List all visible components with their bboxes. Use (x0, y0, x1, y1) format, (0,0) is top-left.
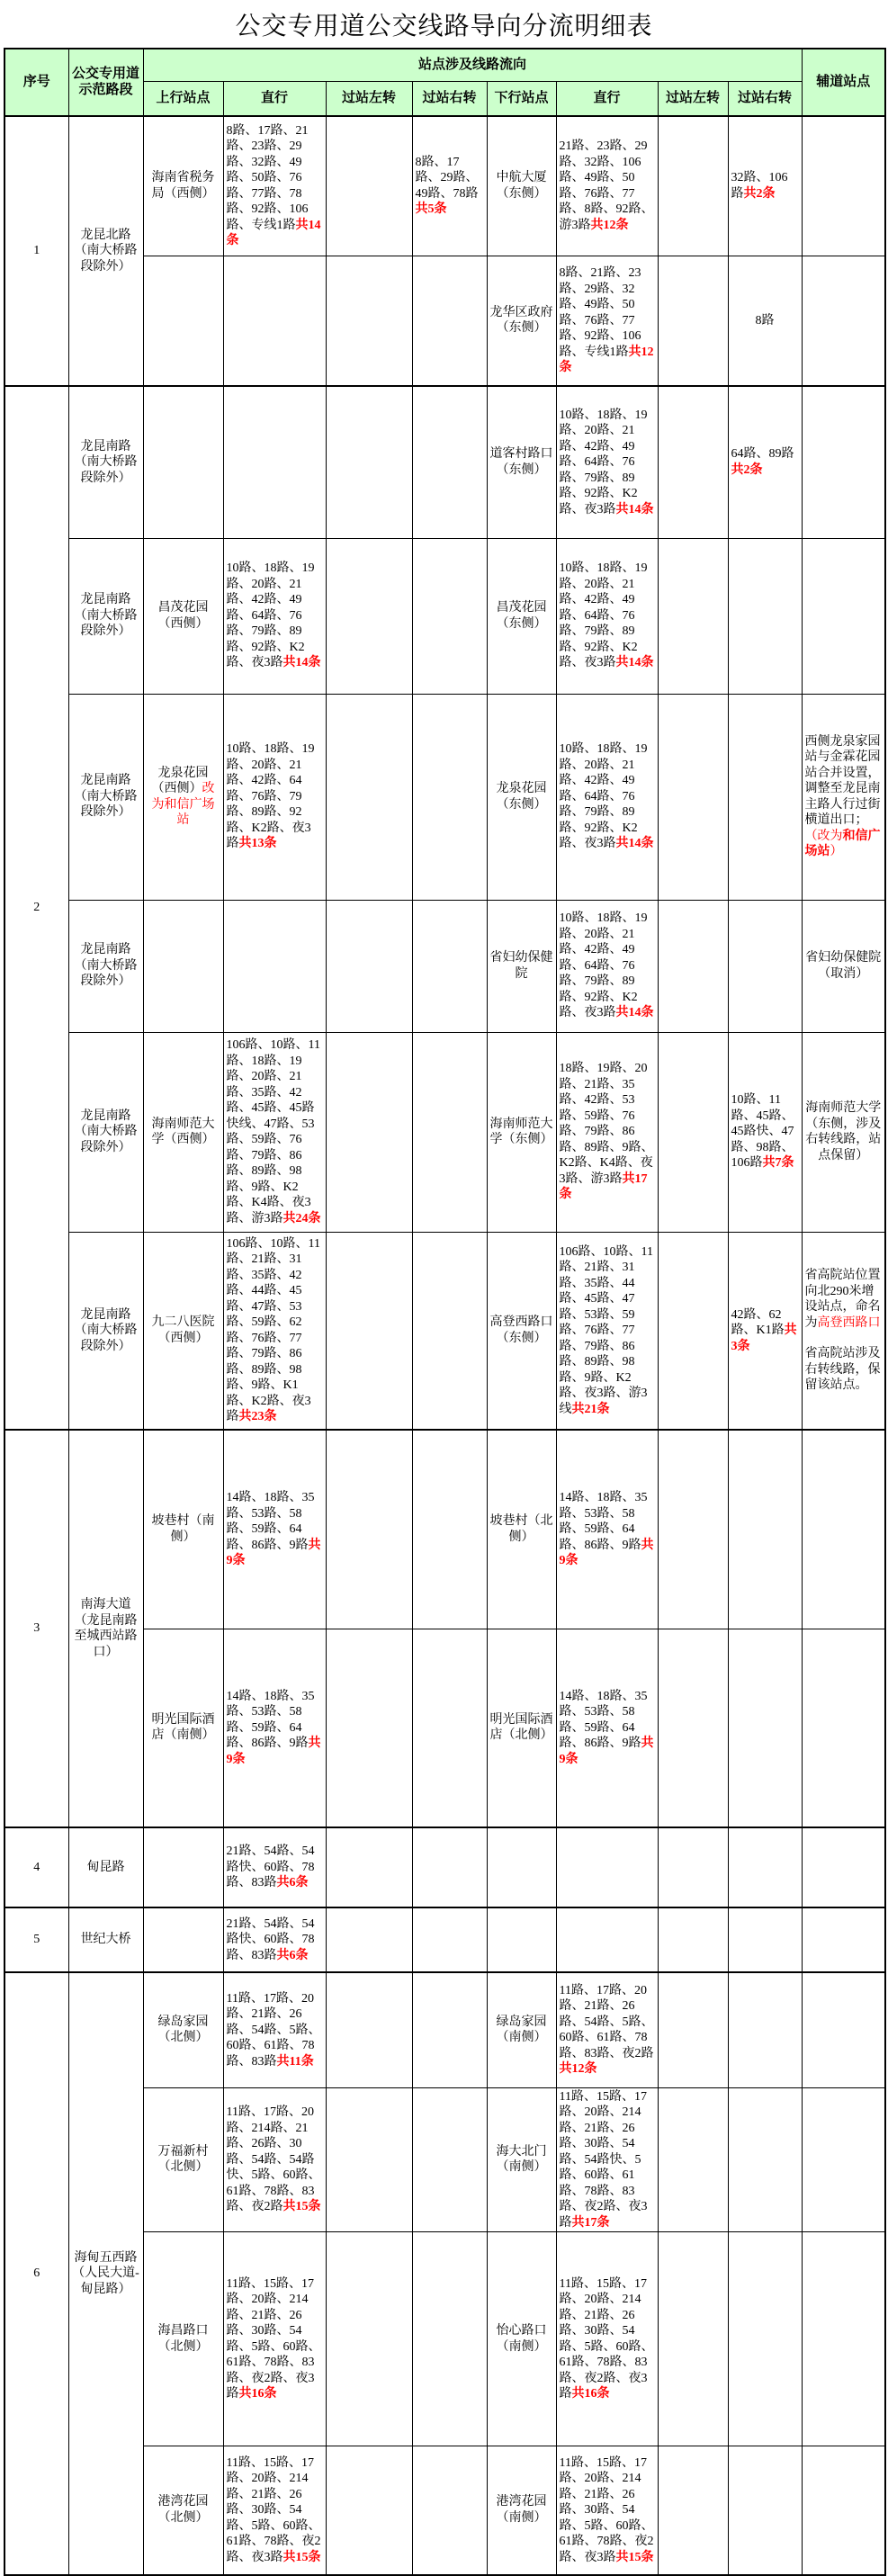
cell-right-turn-down (728, 1430, 802, 1629)
cell-up-station: 明光国际酒店（南侧） (143, 1629, 223, 1827)
cell-left-turn-down (658, 2087, 728, 2232)
col-header-flow: 站点涉及线路流向 (143, 49, 802, 81)
cell-left-turn-up (326, 1032, 412, 1232)
cell-up-station (143, 256, 223, 386)
cell-right-turn-down (728, 2087, 802, 2232)
cell-down-station: 怡心路口（南侧） (487, 2232, 556, 2446)
table-row (4, 1232, 885, 1430)
cell-straight-up: 11路、17路、20路、214路、21路、26路、30路、54路、54路快、5路、60路、61路、78路、83路、夜2路共15条 (223, 2087, 326, 2232)
cell-straight-up: 14路、18路、35路、53路、58路、59路、64路、86路、9路共9条 (223, 1430, 326, 1629)
cell-aux-station (802, 1907, 885, 1972)
cell-right-turn-down (728, 1629, 802, 1827)
cell-straight-up: 106路、10路、11路、18路、19路、20路、21路、35路、42路、45路、45路快线、47路、53路、59路、76路、79路、86路、89路、98路、9路、K2路、K4路、夜3路、游3路共24条 (223, 1032, 326, 1232)
cell-right-turn-down (728, 2232, 802, 2446)
cell-left-turn-up (326, 900, 412, 1032)
cell-up-station: 海昌路口（北侧） (143, 2232, 223, 2446)
cell-straight-down: 14路、18路、35路、53路、58路、59路、64路、86路、9路共9条 (556, 1629, 658, 1827)
cell-aux-station (802, 1827, 885, 1907)
cell-aux-station (802, 2446, 885, 2575)
cell-left-turn-down (658, 1907, 728, 1972)
table-row (4, 1907, 885, 1972)
col-header-left-turn-2: 过站左转 (658, 81, 728, 116)
seq-cell: 3 (4, 1430, 68, 1827)
cell-aux-station: 省妇幼保健院（取消） (802, 900, 885, 1032)
cell-left-turn-down (658, 2232, 728, 2446)
table-row (4, 116, 885, 256)
seq-cell: 4 (4, 1827, 68, 1907)
table-row (4, 1430, 885, 1629)
seq-cell: 2 (4, 386, 68, 1430)
cell-straight-down: 106路、10路、11路、21路、31路、35路、44路、45路、47路、53路、59路、76路、77路、79路、86路、89路、98路、9路、K2路、夜3路、游3线共21条 (556, 1232, 658, 1430)
cell-right-turn-down (728, 694, 802, 900)
road-cell: 龙昆北路（南大桥路段除外） (68, 116, 143, 386)
seq-cell: 6 (4, 1972, 68, 2575)
cell-aux-station (802, 2232, 885, 2446)
cell-right-turn-up (412, 1827, 487, 1907)
bus-route-table (4, 48, 886, 2576)
cell-right-turn-up (412, 1972, 487, 2087)
cell-straight-up: 8路、17路、21路、23路、29路、32路、49路、50路、76路、77路、78路、92路、106路、专线1路共14条 (223, 116, 326, 256)
cell-right-turn-down: 8路 (728, 256, 802, 386)
cell-right-turn-up (412, 1629, 487, 1827)
cell-left-turn-down (658, 694, 728, 900)
cell-right-turn-up (412, 386, 487, 538)
col-header-road: 公交专用道示范路段 (68, 49, 143, 116)
col-header-straight-2: 直行 (556, 81, 658, 116)
cell-right-turn-up (412, 1032, 487, 1232)
cell-right-turn-down (728, 2446, 802, 2575)
cell-aux-station (802, 1972, 885, 2087)
cell-straight-up (223, 386, 326, 538)
cell-right-turn-down (728, 1827, 802, 1907)
cell-left-turn-down (658, 116, 728, 256)
cell-left-turn-up (326, 116, 412, 256)
col-header-up-station: 上行站点 (143, 81, 223, 116)
cell-straight-down: 11路、15路、17路、20路、214路、21路、26路、30路、54路、5路、60路、61路、78路、83路、夜2路、夜3路共16条 (556, 2232, 658, 2446)
cell-aux-station (802, 256, 885, 386)
table-row (4, 1972, 885, 2087)
cell-up-station: 坡巷村（南侧） (143, 1430, 223, 1629)
cell-straight-down: 11路、15路、17路、20路、214路、21路、26路、30路、54路、5路、60路、61路、78路、夜2路、夜3路共15条 (556, 2446, 658, 2575)
cell-right-turn-down: 10路、11路、45路、45路快、47路、98路、106路共7条 (728, 1032, 802, 1232)
cell-left-turn-up (326, 1629, 412, 1827)
col-header-right-turn-2: 过站右转 (728, 81, 802, 116)
seq-cell: 1 (4, 116, 68, 386)
cell-right-turn-down: 32路、106路共2条 (728, 116, 802, 256)
cell-right-turn-up (412, 2446, 487, 2575)
cell-up-station: 海南师范大学（西侧） (143, 1032, 223, 1232)
cell-right-turn-down: 42路、62路、K1路共3条 (728, 1232, 802, 1430)
cell-down-station: 龙泉花园（东侧） (487, 694, 556, 900)
cell-left-turn-up (326, 1972, 412, 2087)
road-cell: 甸昆路 (68, 1827, 143, 1907)
cell-left-turn-down (658, 1430, 728, 1629)
cell-down-station: 明光国际酒店（北侧） (487, 1629, 556, 1827)
cell-down-station: 省妇幼保健院 (487, 900, 556, 1032)
cell-aux-station: 西侧龙泉家园站与金霖花园站合并设置，调整至龙昆南主路人行过街横道出口；（改为和信广场站） (802, 694, 885, 900)
cell-up-station: 海南省税务局（西侧） (143, 116, 223, 256)
cell-right-turn-down: 64路、89路共2条 (728, 386, 802, 538)
cell-straight-down: 10路、18路、19路、20路、21路、42路、49路、64路、76路、79路、89路、92路、K2路、夜3路共14条 (556, 386, 658, 538)
cell-right-turn-up (412, 1232, 487, 1430)
cell-down-station: 港湾花园（南侧） (487, 2446, 556, 2575)
cell-left-turn-down (658, 1032, 728, 1232)
road-cell: 龙昆南路（南大桥路段除外） (68, 1032, 143, 1232)
seq-cell: 5 (4, 1907, 68, 1972)
cell-up-station (143, 1827, 223, 1907)
cell-up-station: 九二八医院（西侧） (143, 1232, 223, 1430)
cell-aux-station (802, 116, 885, 256)
cell-straight-up (223, 256, 326, 386)
cell-straight-down: 21路、23路、29路、32路、106路、49路、50路、76路、77路、8路、92路、游3路共12条 (556, 116, 658, 256)
cell-left-turn-up (326, 386, 412, 538)
header-row-1 (4, 49, 885, 81)
cell-left-turn-down (658, 1232, 728, 1430)
table-row (4, 900, 885, 1032)
cell-down-station: 绿岛家园（南侧） (487, 1972, 556, 2087)
cell-right-turn-up (412, 2232, 487, 2446)
road-cell: 龙昆南路（南大桥路段除外） (68, 538, 143, 694)
cell-right-turn-up: 8路、17路、29路、49路、78路共5条 (412, 116, 487, 256)
road-cell: 龙昆南路（南大桥路段除外） (68, 386, 143, 538)
cell-aux-station (802, 1629, 885, 1827)
cell-right-turn-down (728, 1907, 802, 1972)
col-header-aux: 辅道站点 (802, 49, 885, 116)
road-cell: 海甸五西路（人民大道-甸昆路） (68, 1972, 143, 2575)
cell-left-turn-down (658, 900, 728, 1032)
table-row (4, 386, 885, 538)
cell-up-station (143, 900, 223, 1032)
cell-right-turn-down (728, 900, 802, 1032)
col-header-seq: 序号 (4, 49, 68, 116)
cell-left-turn-down (658, 1827, 728, 1907)
road-cell: 世纪大桥 (68, 1907, 143, 1972)
cell-straight-down (556, 1827, 658, 1907)
road-cell: 南海大道（龙昆南路至城西站路口） (68, 1430, 143, 1827)
cell-straight-down: 10路、18路、19路、20路、21路、42路、49路、64路、76路、79路、89路、92路、K2路、夜3路共14条 (556, 538, 658, 694)
cell-straight-down: 11路、15路、17路、20路、214路、21路、26路、30路、54路、54路快、5路、60路、61路、78路、83路、夜2路、夜3路共17条 (556, 2087, 658, 2232)
page-title: 公交专用道公交线路导向分流明细表 (235, 12, 653, 40)
cell-down-station: 龙华区政府（东侧） (487, 256, 556, 386)
cell-down-station: 道客村路口（东侧） (487, 386, 556, 538)
cell-straight-up: 11路、17路、20路、21路、26路、54路、5路、60路、61路、78路、83路共11条 (223, 1972, 326, 2087)
table-row (4, 1827, 885, 1907)
cell-left-turn-up (326, 1907, 412, 1972)
cell-up-station: 龙泉花园（西侧）改为和信广场站 (143, 694, 223, 900)
cell-right-turn-up (412, 2087, 487, 2232)
cell-down-station: 高登西路口（东侧） (487, 1232, 556, 1430)
table-row (4, 1032, 885, 1232)
cell-aux-station (802, 538, 885, 694)
road-cell: 龙昆南路（南大桥路段除外） (68, 900, 143, 1032)
cell-straight-down: 11路、17路、20路、21路、26路、54路、5路、60路、61路、78路、83路、夜2路共12条 (556, 1972, 658, 2087)
cell-left-turn-down (658, 1972, 728, 2087)
cell-up-station: 绿岛家园（北侧） (143, 1972, 223, 2087)
cell-down-station: 海南师范大学（东侧） (487, 1032, 556, 1232)
cell-left-turn-up (326, 2232, 412, 2446)
cell-straight-up: 11路、15路、17路、20路、214路、21路、26路、30路、54路、5路、60路、61路、78路、83路、夜2路、夜3路共16条 (223, 2232, 326, 2446)
cell-straight-down: 18路、19路、20路、21路、35路、42路、53路、59路、76路、79路、86路、89路、9路、K2路、K4路、夜3路、游3路共17条 (556, 1032, 658, 1232)
cell-down-station: 海大北门（南侧） (487, 2087, 556, 2232)
col-header-straight-1: 直行 (223, 81, 326, 116)
table-row (4, 694, 885, 900)
cell-up-station: 昌茂花园（西侧） (143, 538, 223, 694)
cell-left-turn-down (658, 1629, 728, 1827)
table-row (4, 538, 885, 694)
cell-aux-station (802, 1430, 885, 1629)
cell-down-station (487, 1827, 556, 1907)
cell-straight-down (556, 1907, 658, 1972)
cell-left-turn-up (326, 2446, 412, 2575)
cell-straight-up: 10路、18路、19路、20路、21路、42路、49路、64路、76路、79路、89路、92路、K2路、夜3路共14条 (223, 538, 326, 694)
cell-right-turn-up (412, 1907, 487, 1972)
cell-left-turn-down (658, 256, 728, 386)
cell-up-station: 港湾花园（北侧） (143, 2446, 223, 2575)
cell-up-station: 万福新村（北侧） (143, 2087, 223, 2232)
cell-aux-station: 海南师范大学（东侧，涉及右转线路，站点保留） (802, 1032, 885, 1232)
cell-right-turn-up (412, 256, 487, 386)
cell-down-station: 坡巷村（北侧） (487, 1430, 556, 1629)
cell-straight-down: 10路、18路、19路、20路、21路、42路、49路、64路、76路、79路、89路、92路、K2路、夜3路共14条 (556, 694, 658, 900)
col-header-right-turn-1: 过站右转 (412, 81, 487, 116)
cell-left-turn-up (326, 1430, 412, 1629)
cell-left-turn-down (658, 538, 728, 694)
cell-straight-up: 21路、54路、54路快、60路、78路、83路共6条 (223, 1907, 326, 1972)
cell-left-turn-up (326, 256, 412, 386)
cell-up-station (143, 386, 223, 538)
cell-straight-up: 106路、10路、11路、21路、31路、35路、42路、44路、45路、47路、53路、59路、62路、76路、77路、79路、86路、89路、98路、9路、K1路、K2路、夜3路共23条 (223, 1232, 326, 1430)
cell-straight-up: 21路、54路、54路快、60路、78路、83路共6条 (223, 1827, 326, 1907)
cell-straight-up: 10路、18路、19路、20路、21路、42路、64路、76路、79路、89路、92路、K2路、夜3路共13条 (223, 694, 326, 900)
cell-aux-station (802, 2087, 885, 2232)
cell-right-turn-up (412, 694, 487, 900)
cell-down-station (487, 1907, 556, 1972)
cell-aux-station: 省高院站位置向北290米增设站点，命名为高登西路口 省高院站涉及右转线路，保留该站点。 (802, 1232, 885, 1430)
cell-right-turn-up (412, 1430, 487, 1629)
road-cell: 龙昆南路（南大桥路段除外） (68, 1232, 143, 1430)
cell-left-turn-up (326, 1232, 412, 1430)
cell-left-turn-up (326, 2087, 412, 2232)
cell-straight-down: 10路、18路、19路、20路、21路、42路、49路、64路、76路、79路、89路、92路、K2路、夜3路共14条 (556, 900, 658, 1032)
cell-down-station: 昌茂花园（东侧） (487, 538, 556, 694)
cell-left-turn-down (658, 2446, 728, 2575)
cell-down-station: 中航大厦（东侧） (487, 116, 556, 256)
cell-right-turn-down (728, 1972, 802, 2087)
cell-up-station (143, 1907, 223, 1972)
cell-straight-up (223, 900, 326, 1032)
cell-left-turn-down (658, 386, 728, 538)
cell-straight-up: 14路、18路、35路、53路、58路、59路、64路、86路、9路共9条 (223, 1629, 326, 1827)
road-cell: 龙昆南路（南大桥路段除外） (68, 694, 143, 900)
cell-straight-down: 8路、21路、23路、29路、32路、49路、50路、76路、77路、92路、106路、专线1路共12条 (556, 256, 658, 386)
cell-right-turn-up (412, 538, 487, 694)
cell-aux-station (802, 386, 885, 538)
cell-left-turn-up (326, 1827, 412, 1907)
cell-straight-down: 14路、18路、35路、53路、58路、59路、64路、86路、9路共9条 (556, 1430, 658, 1629)
cell-left-turn-up (326, 694, 412, 900)
cell-straight-up: 11路、15路、17路、20路、214路、21路、26路、30路、54路、5路、60路、61路、78路、夜2路、夜3路共15条 (223, 2446, 326, 2575)
cell-left-turn-up (326, 538, 412, 694)
cell-right-turn-up (412, 900, 487, 1032)
cell-right-turn-down (728, 538, 802, 694)
col-header-down-station: 下行站点 (487, 81, 556, 116)
col-header-left-turn-1: 过站左转 (326, 81, 412, 116)
